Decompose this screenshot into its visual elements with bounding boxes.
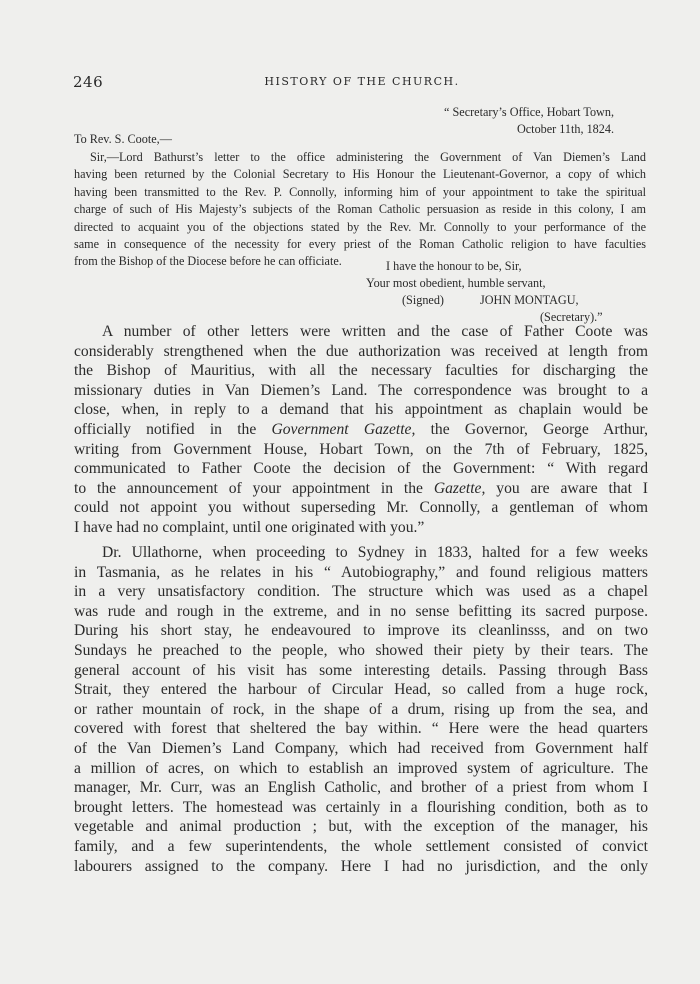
text-line: in a very unsatisfactory condition. The structure which was used as a chapel: [74, 583, 648, 601]
running-title: HISTORY OF THE CHURCH.: [264, 75, 460, 88]
letter-heading: [444, 104, 614, 139]
text-line: vegetable and animal production ; but, with the exception of the manager, his: [74, 818, 648, 836]
closing-servant: Your most obedient, humble servant,: [366, 276, 546, 290]
signatory-name: JOHN MONTAGU,: [480, 293, 579, 307]
text-line: or rather mountain of rock, in the shape of a drum, rising up from the sea, and: [74, 700, 648, 718]
letter-line: charge of such of His Majesty’s subjects of the Roman Catholic persuasion as reside in this colony, I am: [74, 202, 646, 217]
letter-line: same in consequence of the necessity for every priest of the Roman Catholic religion to have faculties: [74, 237, 646, 252]
text-line: Dr. Ullathorne, when proceeding to Sydney in 1833, halted for a few weeks: [102, 544, 648, 561]
text-segment: A number of other letters were written and the case of Father Coote was: [102, 323, 648, 340]
text-segment: could not appoint you without superseding Mr. Connolly, a gentleman of whom: [74, 499, 648, 517]
letter-salutation: To Rev. S. Coote,—: [74, 132, 172, 146]
text-line: Strait, they entered the harbour of Circular Head, so called from a huge rock,: [74, 681, 648, 699]
text-segment: writing from Government House, Hobart Town, on the 7th of February, 1825,: [74, 440, 648, 458]
italic-title: Government Gazette,: [271, 420, 416, 438]
text-segment: communicated to Father Coote the decision of the Government: “ With regard: [74, 460, 648, 478]
text-segment: the Governor, George Arthur,: [415, 420, 648, 438]
text-line: of the Van Diemen’s Land Company, which had received from Government half: [74, 739, 648, 757]
page-number: 246: [73, 73, 104, 91]
text-line: During his short stay, he endeavoured to improve its cleanlinsss, and on two: [74, 622, 648, 640]
text-line: brought letters. The homestead was certainly in a flourishing condition, both as to: [74, 798, 648, 816]
text-segment: missionary duties in Van Diemen’s Land. The correspondence was brought to a: [74, 381, 648, 399]
letter-heading-address: “ Secretary’s Office, Hobart Town,: [444, 105, 614, 119]
text-line: [74, 322, 648, 342]
letter-line: Sir,—Lord Bathurst’s letter to the office administering the Government of Van Diemen’s Land: [90, 150, 646, 164]
text-line: [74, 381, 648, 401]
italic-title: Gazette,: [433, 479, 486, 497]
text-line: was rude and rough in the extreme, and in no sense befitting its sacred purpose.: [74, 602, 648, 620]
text-segment: the Bishop of Mauritius, with all the necessary faculties for discharging the: [74, 362, 648, 380]
text-segment: close, when, in reply to a demand that his appointment as chaplain would be: [74, 401, 648, 419]
text-line: [74, 440, 648, 460]
letter-body: [74, 149, 646, 271]
text-segment: you are aware that I: [485, 479, 648, 497]
closing-courtesy: I have the honour to be, Sir,: [386, 259, 522, 273]
text-line: [74, 518, 648, 538]
text-line: [74, 459, 648, 479]
text-line: [74, 342, 648, 362]
text-segment: officially notified in the: [74, 420, 272, 438]
text-line: [74, 400, 648, 420]
text-line: covered with forest that sheltered the bay within. “ Here were the head quarters: [74, 720, 648, 738]
letter-heading-date: October 11th, 1824.: [516, 122, 614, 137]
signatory-title: (Secretary).”: [540, 310, 603, 324]
letter-line: directed to acquaint you of the objections stated by the Rev. Mr. Connolly to your performance of the: [74, 219, 646, 234]
text-line: in Tasmania, as he relates in his “ Autobiography,” and found religious matters: [74, 563, 648, 581]
letter-line: having been transmitted to the Rev. P. Connolly, informing him of your appointment to take the spiritual: [74, 184, 646, 199]
text-line: [74, 498, 648, 518]
text-line: general account of his visit has some interesting details. Passing through Bass: [74, 661, 648, 679]
text-segment: I have had no complaint, until one originated with you.”: [74, 518, 425, 536]
letter-line: from the Bishop of the Diocese before he can officiate.: [74, 254, 342, 269]
text-line: [74, 420, 648, 440]
page-header: [73, 73, 651, 93]
paragraph-ullathorne-visit: [74, 543, 648, 876]
text-line: a million of acres, on which to establish an improved system of agriculture. The: [74, 759, 648, 777]
text-line: family, and a few superintendents, the whole settlement consisted of convict: [74, 837, 648, 855]
text-line: [74, 479, 648, 499]
text-segment: considerably strengthened when the due authorization was received at length from: [74, 342, 648, 360]
text-line: manager, Mr. Curr, was an English Catholic, and brother of a priest from whom I: [74, 779, 648, 797]
text-line: labourers assigned to the company. Here I had no jurisdiction, and the only: [74, 857, 648, 875]
text-line: Sundays he preached to the people, who showed their piety by their tears. The: [74, 641, 648, 659]
letter-line: having been returned by the Colonial Secretary to His Honour the Lieutenant-Governor, a copy of which: [74, 167, 646, 182]
signed-label: (Signed): [402, 293, 444, 307]
paragraph-coote-correspondence: [74, 322, 648, 538]
text-line: [74, 361, 648, 381]
text-segment: to the announcement of your appointment in the: [74, 479, 434, 497]
